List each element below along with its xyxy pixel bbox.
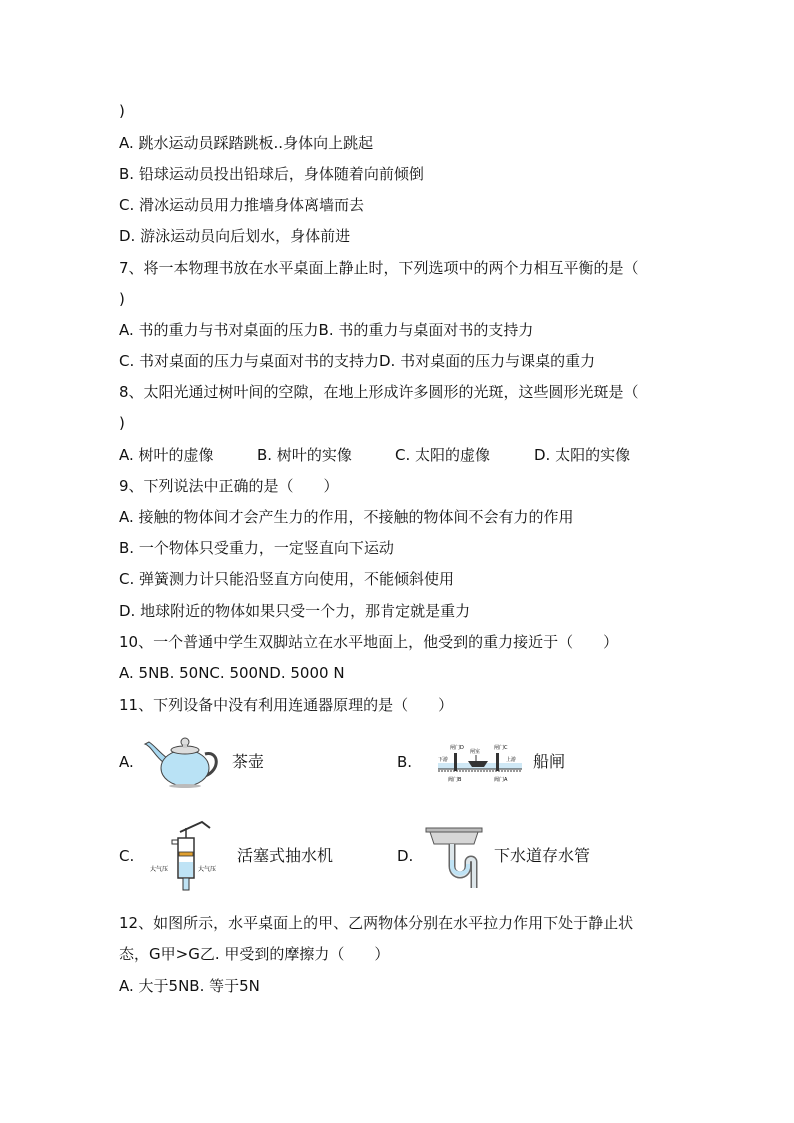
q11-option-d-letter: D.	[397, 847, 414, 865]
q11-stem: 11、下列设备中没有利用连通器原理的是（ ）	[119, 696, 454, 714]
piston-pump-diagram	[150, 818, 226, 892]
q12-options: A. 大于5NB. 等于5N	[119, 977, 260, 995]
ship-lock-diagram	[436, 741, 524, 787]
q11-option-c-letter: C.	[119, 847, 135, 865]
atm-left-label: 大气压	[150, 866, 169, 873]
q8-stem: 8、太阳光通过树叶间的空隙，在地上形成许多圆形的光斑，这些圆形光斑是（	[119, 383, 639, 401]
valve-b-label: 阀门B	[448, 777, 462, 783]
q9-option-c: C. 弹簧测力计只能沿竖直方向使用，不能倾斜使用	[119, 570, 455, 588]
atm-right-label: 大气压	[198, 866, 217, 873]
q11-option-c-text: 活塞式抽水机	[237, 846, 334, 865]
gate-d-label: 闸门D	[450, 745, 464, 751]
q6-option-c: C. 滑冰运动员用力推墙身体离墙而去	[119, 196, 365, 214]
upstream-label: 上游	[506, 757, 517, 763]
q11-option-b-text: 船闸	[533, 752, 566, 771]
q12-stem-line1: 12、如图所示，水平桌面上的甲、乙两物体分别在水平拉力作用下处于静止状	[119, 914, 634, 932]
q8-option-a: A. 树叶的虚像	[119, 446, 214, 464]
q11-option-a-text: 茶壶	[232, 752, 265, 771]
q10-stem: 10、一个普通中学生双脚站立在水平地面上，他受到的重力接近于（ ）	[119, 633, 619, 651]
q9-option-a: A. 接触的物体间才会产生力的作用，不接触的物体间不会有力的作用	[119, 508, 574, 526]
valve-a-label: 阀门A	[494, 777, 508, 783]
q12-stem-line2: 态，G甲>G乙. 甲受到的摩擦力（ ）	[119, 945, 390, 963]
drain-trap-diagram	[424, 826, 488, 892]
q10-options: A. 5NB. 50NC. 500ND. 5000 N	[119, 664, 345, 682]
teapot-icon	[143, 728, 225, 790]
gate-c-label: 闸门C	[494, 745, 508, 751]
q6-option-d: D. 游泳运动员向后划水，身体前进	[119, 227, 351, 245]
q6-stem-tail: )	[119, 102, 125, 120]
q8-option-d: D. 太阳的实像	[534, 446, 631, 464]
q7-stem: 7、将一本物理书放在水平桌面上静止时，下列选项中的两个力相互平衡的是（	[119, 259, 639, 277]
q8-option-b: B. 树叶的实像	[257, 446, 352, 464]
lock-chamber-label: 闸室	[470, 749, 481, 755]
q7-stem-tail: )	[119, 290, 125, 308]
q6-option-a: A. 跳水运动员踩踏跳板..身体向上跳起	[119, 134, 374, 152]
q8-stem-tail: )	[119, 414, 125, 432]
q11-option-b-letter: B.	[397, 753, 413, 771]
q9-stem: 9、下列说法中正确的是（ ）	[119, 477, 339, 495]
q8-option-c: C. 太阳的虚像	[395, 446, 491, 464]
q9-option-b: B. 一个物体只受重力，一定竖直向下运动	[119, 539, 394, 557]
q7-options-ab: A. 书的重力与书对桌面的压力B. 书的重力与桌面对书的支持力	[119, 321, 534, 339]
q7-options-cd: C. 书对桌面的压力与桌面对书的支持力D. 书对桌面的压力与课桌的重力	[119, 352, 596, 370]
q9-option-d: D. 地球附近的物体如果只受一个力，那肯定就是重力	[119, 602, 471, 620]
q11-option-a-letter: A.	[119, 753, 134, 771]
q6-option-b: B. 铅球运动员投出铅球后，身体随着向前倾倒	[119, 165, 424, 183]
q11-option-d-text: 下水道存水管	[494, 846, 591, 865]
downstream-label: 下游	[438, 757, 449, 763]
